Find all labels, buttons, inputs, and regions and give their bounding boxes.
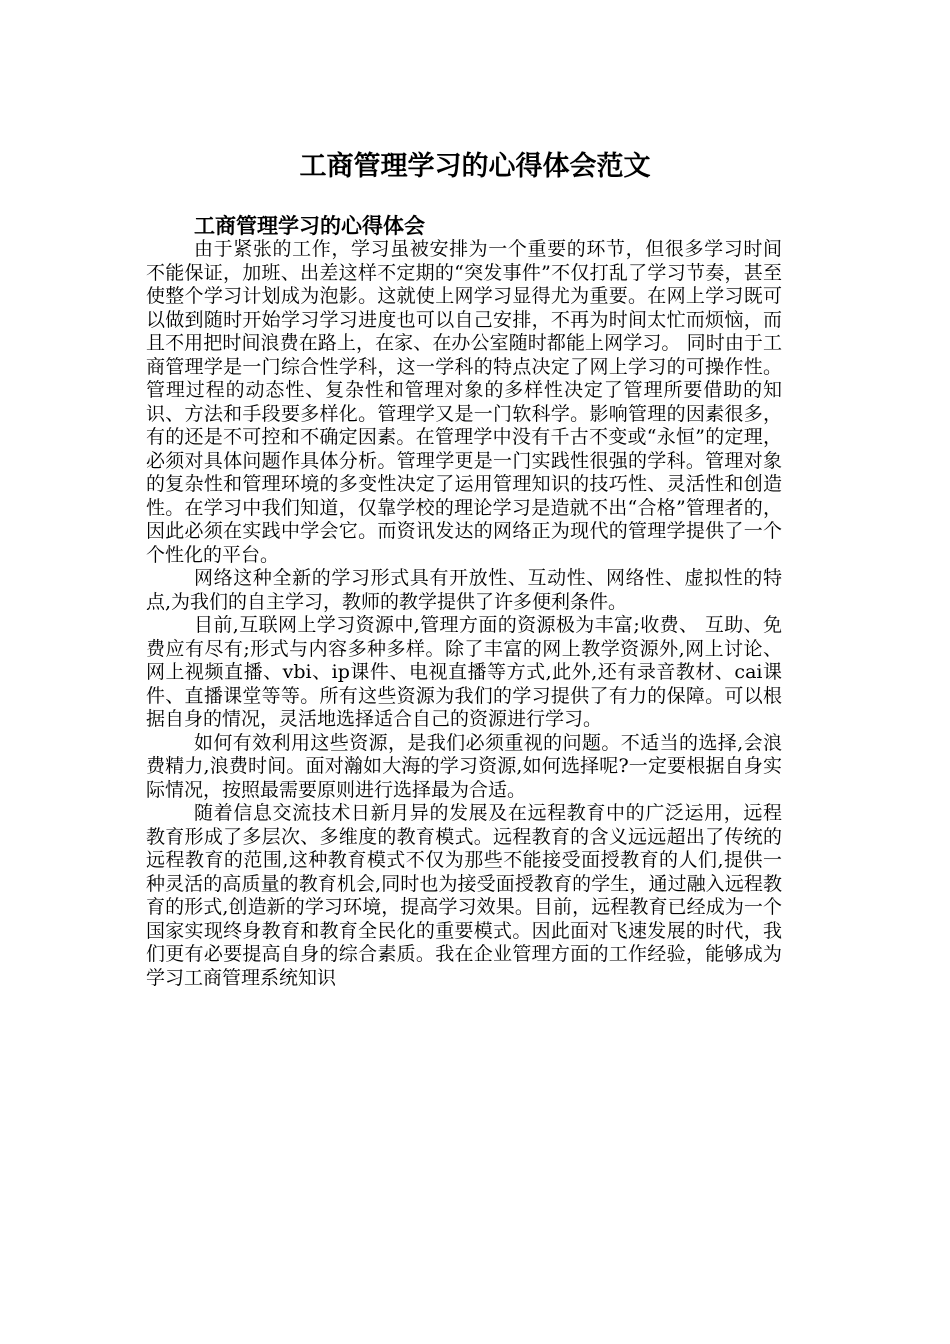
- paragraph-2: 网络这种全新的学习形式具有开放性、互动性、网络性、虚拟性的特点,为我们的自主学习，教师的教学提供了许多便利条件。: [146, 567, 782, 613]
- document-title: 工商管理学习的心得体会范文: [299, 151, 651, 182]
- paragraph-3: 目前,互联网上学习资源中,管理方面的资源极为丰富;收费、 互助、免费应有尽有;形式与内容多种多样。除了丰富的网上教学资源外,网上讨论、网上视频直播、vbi、ip课件、电视直播等方式,此外,还有录音教材、cai课件、直播课堂等等。所有这些资源为我们的学习提供了有力的保障。可以根据自身的情况，灵活地选择适合自己的资源进行学习。: [146, 614, 782, 730]
- section-heading: 工商管理学习的心得体会: [194, 213, 425, 238]
- paragraph-1: 由于紧张的工作，学习虽被安排为一个重要的环节，但很多学习时间不能保证，加班、出差这样不定期的“突发事件”不仅打乱了学习节奏，甚至使整个学习计划成为泡影。这就使上网学习显得尤为重要。在网上学习既可以做到随时开始学习学习进度也可以自己安排，不再为时间太忙而烦恼，而且不用把时间浪费在路上，在家、在办公室随时都能上网学习。 同时由于工商管理学是一门综合性学科，这一学科的特点决定了网上学习的可操作性。管理过程的动态性、复杂性和管理对象的多样性决定了管理所要借助的知识、方法和手段要多样化。管理学又是一门软科学。影响管理的因素很多，有的还是不可控和不确定因素。在管理学中没有千古不变或“永恒”的定理，必须对具体问题作具体分析。管理学更是一门实践性很强的学科。管理对象的复杂性和管理环境的多变性决定了运用管理知识的技巧性、灵活性和创造性。在学习中我们知道，仅靠学校的理论学习是造就不出“合格”管理者的，因此必须在实践中学会它。而资讯发达的网络正为现代的管理学提供了一个个性化的平台。: [146, 238, 782, 566]
- paragraph-5: 随着信息交流技术日新月异的发展及在远程教育中的广泛运用，远程教育形成了多层次、多维度的教育模式。远程教育的含义远远超出了传统的远程教育的范围,这种教育模式不仅为那些不能接受面授教育的人们,提供一种灵活的高质量的教育机会,同时也为接受面授教育的学生，通过融入远程教育的形式,创造新的学习环境，提高学习效果。目前，远程教育已经成为一个国家实现终身教育和教育全民化的重要模式。因此面对飞速发展的时代，我们更有必要提高自身的综合素质。我在企业管理方面的工作经验，能够成为学习工商管理系统知识: [146, 802, 782, 989]
- paragraph-4: 如何有效利用这些资源，是我们必须重视的问题。不适当的选择,会浪费精力,浪费时间。面对瀚如大海的学习资源,如何选择呢?一定要根据自身实际情况，按照最需要原则进行选择最为合适。: [146, 731, 782, 801]
- document-page: [146, 150, 782, 990]
